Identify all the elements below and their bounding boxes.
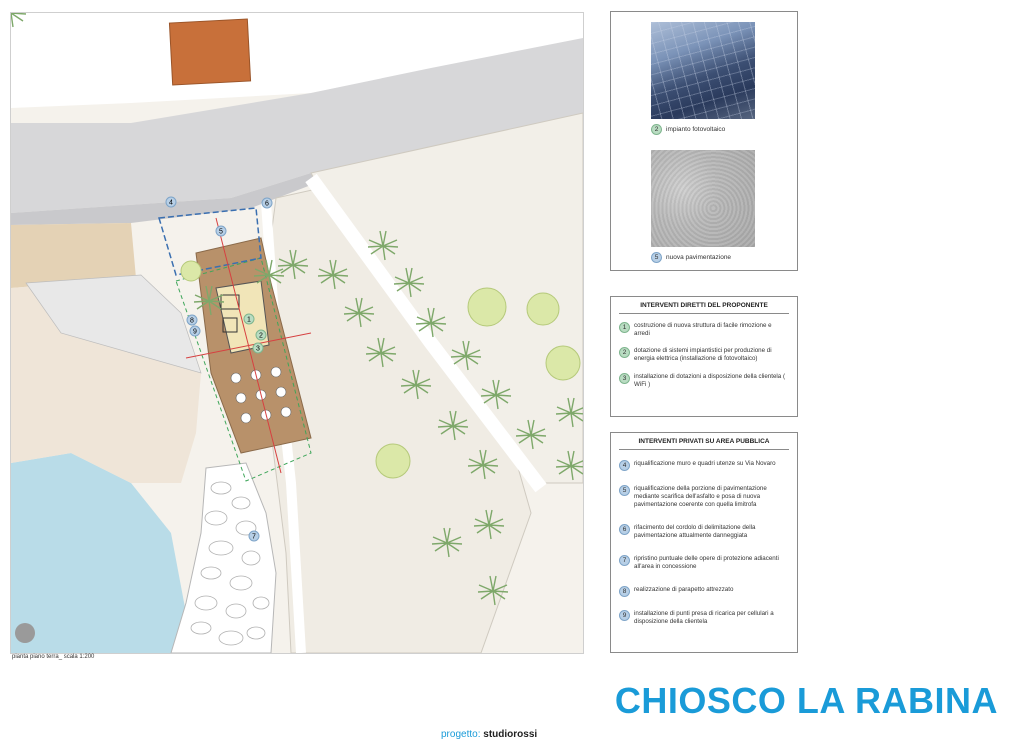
item-text: riqualificazione muro e quadri utenze su Via Novaro bbox=[634, 460, 776, 467]
number-badge: 8 bbox=[619, 586, 630, 597]
panel-heading: INTERVENTI DIRETTI DEL PROPONENTE bbox=[640, 302, 768, 309]
list-item bbox=[619, 347, 787, 363]
item-text: dotazione di sistemi impiantistici per produzione di energia elettrica (installazione di fotovoltaico) bbox=[634, 347, 772, 362]
list-item bbox=[619, 322, 787, 338]
north-arrow-icon bbox=[15, 623, 35, 643]
photo-label-paving bbox=[651, 252, 731, 263]
svg-text:8: 8 bbox=[190, 317, 194, 325]
number-badge: 1 bbox=[619, 322, 630, 333]
item-text: costruzione di nuova struttura di facile rimozione e arredi bbox=[634, 322, 772, 337]
number-badge: 3 bbox=[619, 373, 630, 384]
photo-label-solar bbox=[651, 124, 725, 135]
svg-text:2: 2 bbox=[259, 332, 263, 340]
svg-text:5: 5 bbox=[219, 228, 223, 236]
item-text: ripristino puntuale delle opere di protezione adiacenti all'area in concessione bbox=[634, 555, 779, 570]
item-text: rifacimento del cordolo di delimitazione della pavimentazione attualmente danneggiata bbox=[634, 524, 756, 539]
site-plan bbox=[10, 12, 584, 654]
panel-heading: INTERVENTI PRIVATI SU AREA PUBBLICA bbox=[638, 438, 770, 445]
marker-5 bbox=[216, 226, 226, 236]
credit-label: progetto: bbox=[441, 729, 481, 740]
list-item bbox=[619, 610, 787, 626]
solar-panel-photo bbox=[651, 22, 755, 119]
number-badge: 2 bbox=[651, 124, 662, 135]
svg-text:6: 6 bbox=[265, 200, 269, 208]
paving-texture-photo bbox=[651, 150, 755, 247]
item-text: installazione di punti presa di ricarica per cellulari a disposizione della clientela bbox=[634, 610, 774, 625]
svg-text:9: 9 bbox=[193, 328, 197, 336]
number-badge: 4 bbox=[619, 460, 630, 471]
list-item bbox=[619, 485, 787, 509]
marker-4 bbox=[166, 197, 176, 207]
number-badge: 6 bbox=[619, 524, 630, 535]
number-badge: 5 bbox=[619, 485, 630, 496]
list-item bbox=[619, 373, 787, 389]
svg-text:1: 1 bbox=[247, 316, 251, 324]
material-photos-panel bbox=[610, 11, 798, 271]
item-text: installazione di dotazioni a disposizione della clientela ( WiFi ) bbox=[634, 373, 785, 388]
number-badge: 7 bbox=[619, 555, 630, 566]
number-badge: 9 bbox=[619, 610, 630, 621]
list-item bbox=[619, 586, 787, 597]
marker-9 bbox=[190, 326, 200, 336]
marker-2 bbox=[256, 330, 266, 340]
page-title: CHIOSCO LA RABINA bbox=[614, 680, 998, 721]
photo-caption: impianto fotovoltaico bbox=[666, 126, 726, 133]
photo-caption: nuova pavimentazione bbox=[666, 254, 732, 261]
list-item bbox=[619, 555, 787, 571]
number-badge: 5 bbox=[651, 252, 662, 263]
public-interventions-panel bbox=[610, 432, 798, 653]
list-item bbox=[619, 524, 787, 540]
number-badge: 2 bbox=[619, 347, 630, 358]
list-item bbox=[619, 460, 787, 471]
svg-text:4: 4 bbox=[169, 199, 173, 207]
direct-interventions-panel bbox=[610, 296, 798, 417]
item-text: realizzazione di parapetto attrezzato bbox=[634, 586, 734, 593]
item-text: riqualificazione della porzione di pavimentazione mediante scarifica dell'asfalto e posa di nuova pavimentazione coerente con quella limitrofa bbox=[634, 485, 767, 508]
marker-6 bbox=[262, 198, 272, 208]
svg-text:7: 7 bbox=[252, 533, 256, 541]
marker-7 bbox=[249, 531, 259, 541]
project-credit bbox=[441, 729, 537, 740]
studio-name: studiorossi bbox=[483, 729, 538, 740]
site-plan-drawing bbox=[11, 13, 583, 653]
plan-caption: pianta piano terra_ scala 1:200 bbox=[12, 654, 95, 660]
roof-building bbox=[169, 19, 250, 85]
marker-3 bbox=[253, 343, 263, 353]
marker-8 bbox=[187, 315, 197, 325]
marker-1 bbox=[244, 314, 254, 324]
svg-text:3: 3 bbox=[256, 345, 260, 353]
